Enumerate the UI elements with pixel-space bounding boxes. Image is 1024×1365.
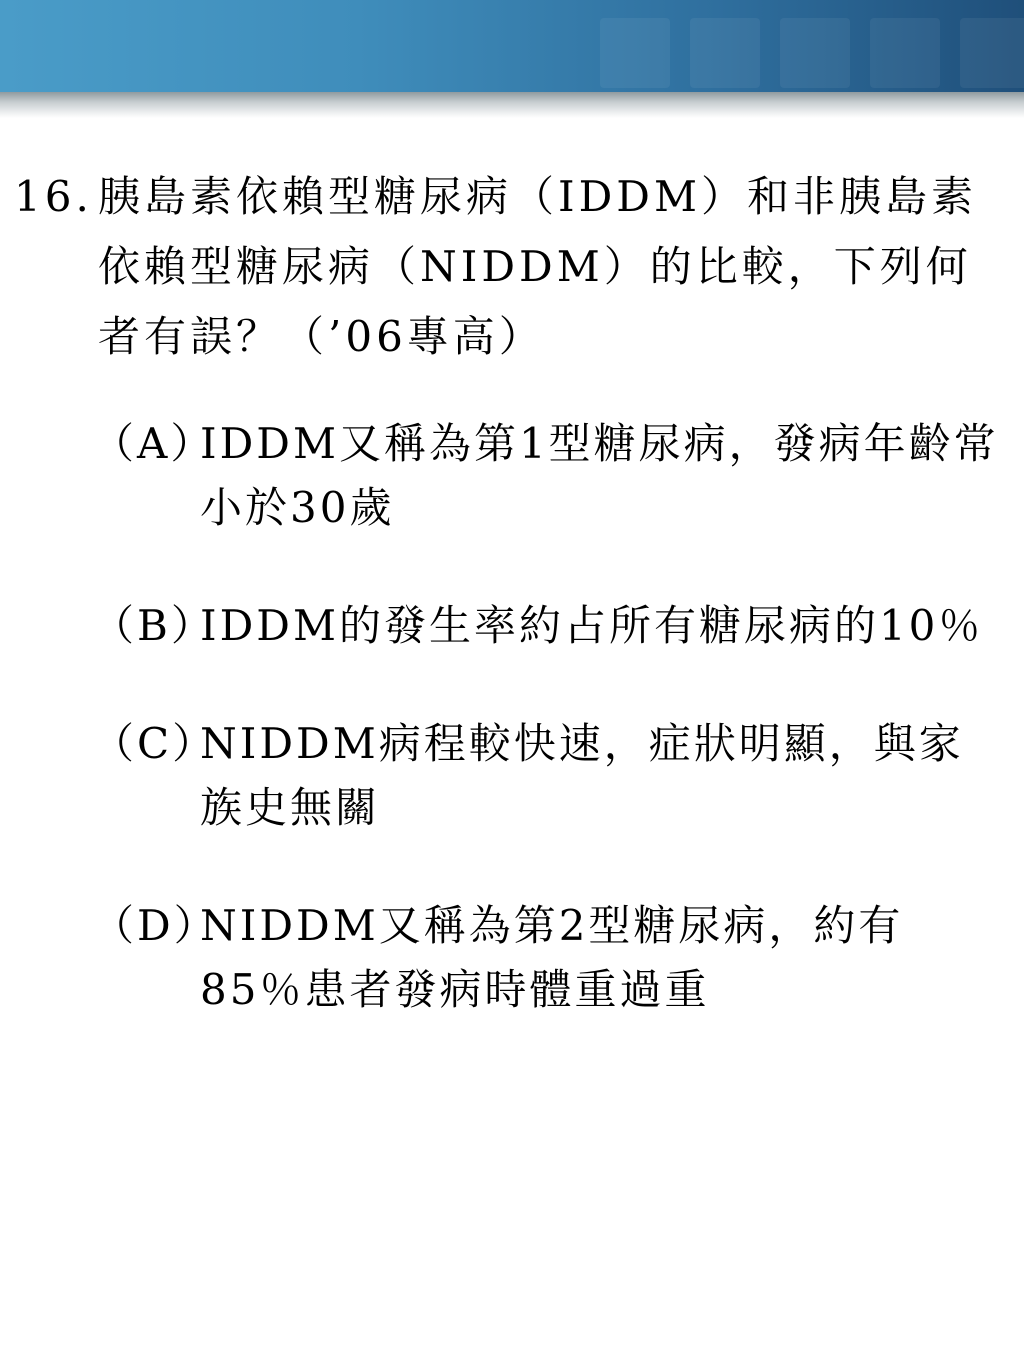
banner-decoration	[600, 18, 670, 88]
option-label: （D）	[92, 901, 219, 950]
option-b[interactable]	[92, 594, 1004, 658]
options-list	[92, 412, 1004, 1076]
option-text: IDDM的發生率約占所有糖尿病的10％	[200, 601, 984, 650]
question-text: 胰島素依賴型糖尿病（IDDM）和非胰島素依賴型糖尿病（NIDDM）的比較，下列何者有誤？（’06專高）	[98, 172, 977, 361]
banner-decoration	[690, 18, 760, 88]
option-c[interactable]	[92, 712, 1004, 840]
banner-shadow	[0, 92, 1024, 118]
banner-decoration	[780, 18, 850, 88]
option-label: （A）	[92, 419, 216, 468]
question-number: 16.	[14, 172, 93, 221]
option-d[interactable]	[92, 894, 1004, 1022]
option-label: （C）	[92, 719, 218, 768]
header-banner	[0, 0, 1024, 92]
banner-decoration	[960, 18, 1024, 88]
option-text: NIDDM又稱為第2型糖尿病，約有85％患者發病時體重過重	[200, 901, 904, 1014]
option-label: （B）	[92, 601, 216, 650]
option-text: IDDM又稱為第1型糖尿病，發病年齡常小於30歲	[200, 419, 999, 532]
question	[14, 162, 1004, 372]
banner-decoration	[870, 18, 940, 88]
option-a[interactable]	[92, 412, 1004, 540]
option-text: NIDDM病程較快速，症狀明顯，與家族史無關	[200, 719, 964, 832]
